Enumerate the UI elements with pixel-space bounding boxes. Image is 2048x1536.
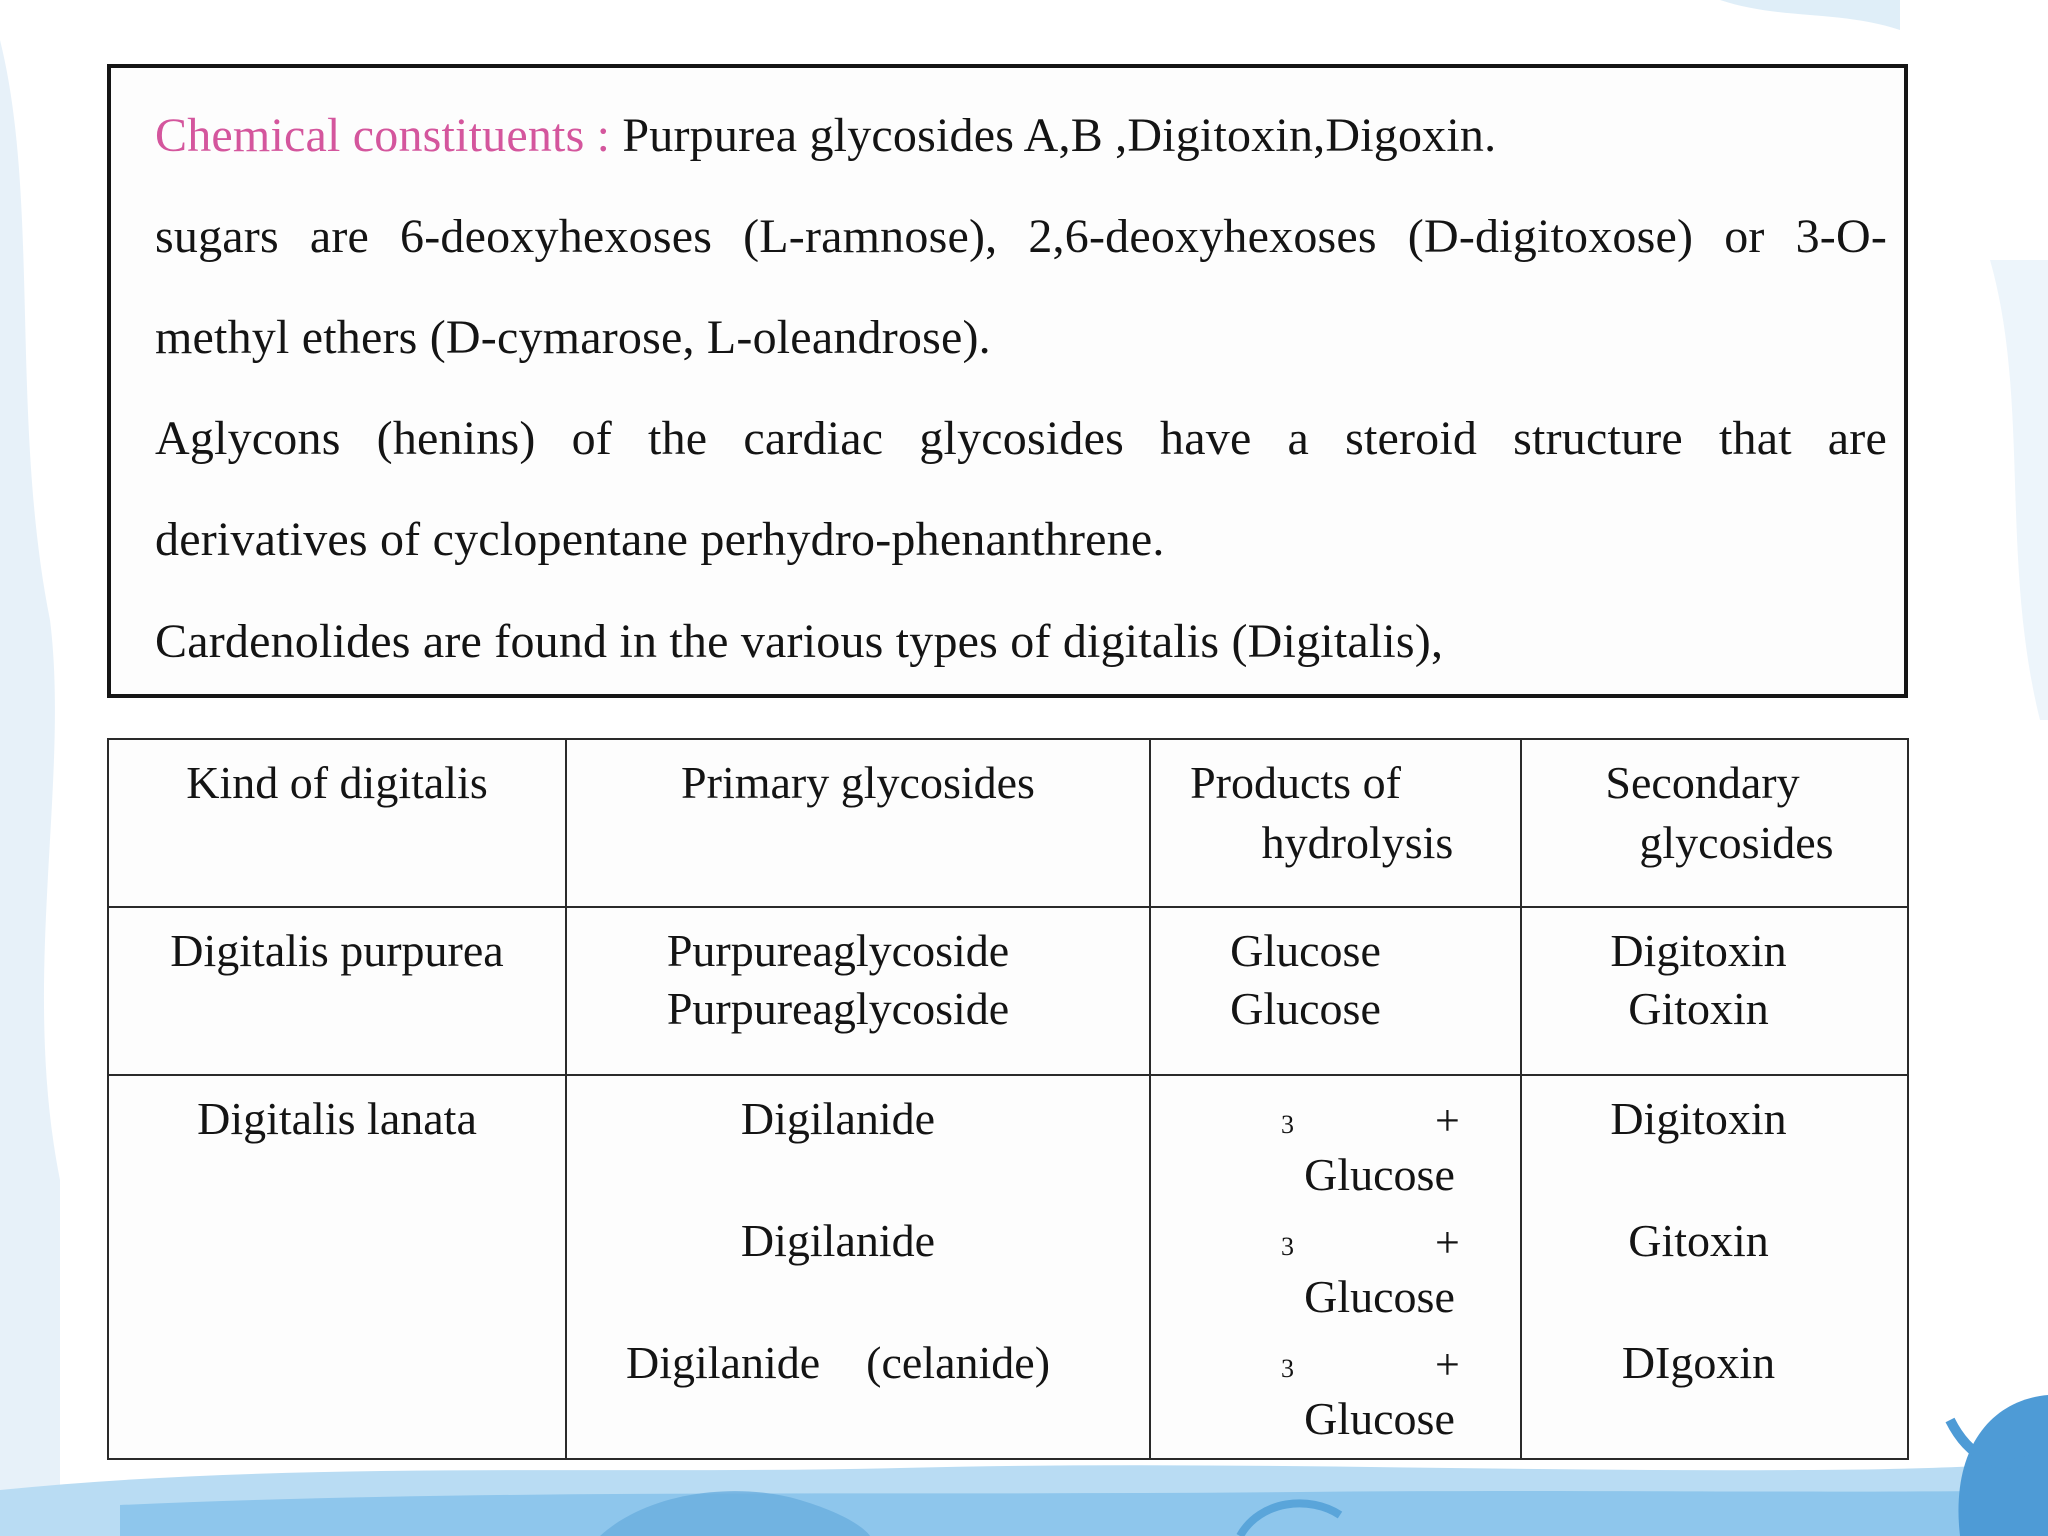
table-cell	[1150, 907, 1521, 1075]
table-cell	[108, 1075, 566, 1459]
header-kind: Kind of digitalis	[186, 757, 488, 808]
aglycons-line: Aglycons (henins) of the cardiac glycosides have a steroid structure that are	[155, 412, 1887, 465]
header-cell	[566, 739, 1150, 907]
constituents-box	[107, 64, 1908, 698]
hydrolysis-subscript: 3	[1281, 1232, 1294, 1261]
aglycons-line-cont: derivatives of cyclopentane perhydro-phenanthrene.	[155, 513, 1165, 566]
kind-purpurea: Digitalis purpurea	[170, 925, 504, 976]
hydrolysis-subscript: 3	[1281, 1110, 1294, 1139]
table-row	[108, 1075, 1908, 1459]
table-cell	[566, 1075, 1150, 1459]
primary-glycoside: Digilanide	[740, 1215, 936, 1266]
hydrolysis-plus: +	[1435, 1096, 1460, 1145]
table-header-row	[108, 739, 1908, 907]
hydrolysis-plus: +	[1435, 1340, 1460, 1389]
constituents-list: Purpurea glycosides A,B ,Digitoxin,Digoxin.	[610, 109, 1497, 162]
secondary-glycoside: Gitoxin	[1628, 983, 1769, 1034]
constituents-heading: Chemical constituents :	[155, 109, 611, 162]
header-products-1: Products of	[1190, 757, 1401, 808]
header-cell	[1521, 739, 1908, 907]
header-primary: Primary glycosides	[681, 757, 1035, 808]
hydrolysis-subscript: 3	[1281, 1354, 1294, 1383]
table-cell	[1150, 1075, 1521, 1459]
kind-lanata: Digitalis lanata	[197, 1093, 477, 1144]
hydrolysis-plus: +	[1435, 1218, 1460, 1267]
table-cell	[108, 907, 566, 1075]
hydrolysis-product: Glucose	[1230, 925, 1381, 976]
hydrolysis-product: Glucose	[1230, 983, 1381, 1034]
constituents-line	[155, 108, 1887, 164]
sugars-line-cont: methyl ethers (D-cymarose, L-oleandrose).	[155, 311, 991, 364]
primary-glycoside: Purpureaglycoside	[666, 983, 1010, 1034]
cardenolides-line: Cardenolides are found in the various types of digitalis (Digitalis),	[155, 615, 1444, 668]
table-cell	[1521, 1075, 1908, 1459]
header-cell	[1150, 739, 1521, 907]
header-secondary-1: Secondary	[1605, 757, 1800, 808]
secondary-glycoside: Digitoxin	[1610, 1093, 1787, 1144]
primary-glycoside: Purpureaglycoside	[666, 925, 1010, 976]
primary-glycoside: Digilanide (celanide)	[625, 1337, 1051, 1388]
secondary-glycoside: Digitoxin	[1610, 925, 1787, 976]
secondary-glycoside: Gitoxin	[1628, 1215, 1769, 1266]
primary-glycoside: Digilanide	[740, 1093, 936, 1144]
hydrolysis-product: Glucose	[1304, 1393, 1455, 1444]
hydrolysis-product: Glucose	[1304, 1271, 1455, 1322]
header-cell	[108, 739, 566, 907]
header-secondary-2: glycosides	[1639, 817, 1834, 868]
digitalis-table	[107, 738, 1909, 1460]
table-cell	[1521, 907, 1908, 1075]
secondary-glycoside: DIgoxin	[1621, 1337, 1776, 1388]
header-products-2: hydrolysis	[1261, 817, 1454, 868]
table-row	[108, 907, 1908, 1075]
sugars-line: sugars are 6-deoxyhexoses (L-ramnose), 2,6-deoxyhexoses (D-digitoxose) or 3-O-	[155, 210, 1887, 263]
hydrolysis-product: Glucose	[1304, 1149, 1455, 1200]
table-cell	[566, 907, 1150, 1075]
